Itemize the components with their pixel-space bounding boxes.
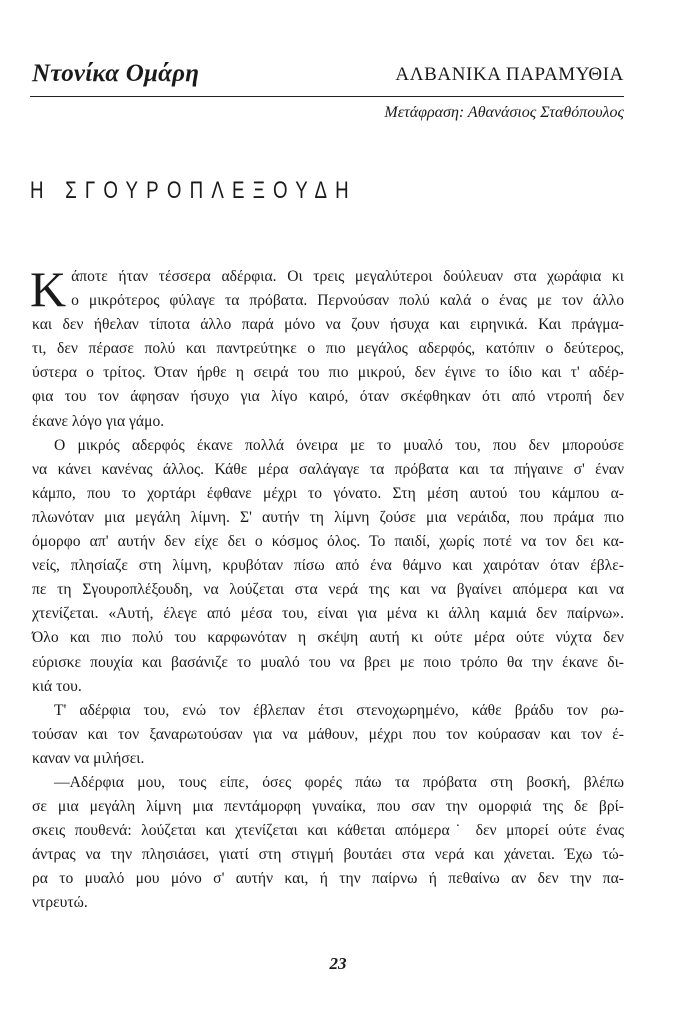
text-line: σκεις πουθενά: λούζεται και χτενίζεται και κάθεται απόμερα˙ δεν μπορεί ούτε ένας <box>32 822 624 840</box>
text-line: ρα το μυαλό μου μόνο σ' αυτήν και, ή την παίρνω ή πεθαίνω αν δεν την πα- <box>32 870 624 888</box>
text-line: κιά του. <box>32 677 82 695</box>
text-line: χτενίζεται. «Αυτή, έλεγε από μέσα του, είναι για μένα κι άλλη καμιά δεν παίρνω». <box>32 605 624 623</box>
text-line: Τ' αδέρφια του, ενώ τον έβλεπαν έτσι στενοχωρημένο, κάθε βράδυ τον ρω- <box>54 701 624 719</box>
text-line: να κάνει κανένας άλλος. Κάθε μέρα σαλάγαγε τα πρόβατα και τα πήγαινε σ' έναν <box>32 460 624 478</box>
text-line: όμορφο απ' αυτήν δεν είχε δει ο κόσμος όλος. Το παιδί, χωρίς ποτέ να τον δει κα- <box>32 533 624 551</box>
text-line: Ο μικρός αδερφός έκανε πολλά όνειρα με το μυαλό του, που δεν μπορούσε <box>54 436 624 454</box>
text-line: και δεν ήθελαν τίποτα άλλο παρά μόνο να ζουν ήσυχα και ειρηνικά. Και πράγμα- <box>32 316 624 334</box>
text-line: πε τη Σγουροπλέξουδη, να λούζεται στα νερά της και να βγαίνει απόμερα και να <box>32 581 624 599</box>
text-line: καναν να μιλήσει. <box>32 749 145 767</box>
text-line: ύστερα ο τρίτος. Όταν ήρθε η σειρά του πιο μικρού, δεν έγινε το ίδιο και τ' αδέρ- <box>32 364 624 382</box>
header-rule <box>30 96 624 97</box>
text-line: —Αδέρφια μου, τους είπε, όσες φορές πάω τα πρόβατα στη βοσκή, βλέπω <box>54 773 624 791</box>
text-line: τούσαν και τον ξαναρωτούσαν για να μάθουν, μέχρι που τον κούρασαν και τον έ- <box>32 725 624 743</box>
page-number: 23 <box>329 954 347 973</box>
series-title: ΑΛΒΑΝΙΚΑ ΠΑΡΑΜΥΘΙΑ <box>395 64 624 85</box>
text-line: έκανε λόγο για γάμο. <box>32 412 165 430</box>
text-line: φια του τον άφησαν ήσυχο για λίγο καιρό, όταν σκέφθηκαν ότι από ντροπή δεν <box>32 388 624 406</box>
text-line: νείς, πλησίαζε στη λίμνη, κρυβόταν πίσω από ένα θάμνο και χαιρόταν όταν έβλε- <box>32 557 624 575</box>
paragraph-4 <box>32 771 624 916</box>
drop-cap: Κ <box>30 261 67 317</box>
text-line: άποτε ήταν τέσσερα αδέρφια. Οι τρεις μεγαλύτεροι δούλευαν στα χωράφια κι <box>71 268 624 285</box>
author-name: Ντονίκα Ομάρη <box>32 60 200 87</box>
text-line: ο μικρότερος φύλαγε τα πρόβατα. Περνούσαν πολύ καλά ο ένας με τον άλλο <box>71 292 624 310</box>
text-line: σε μια μεγάλη λίμνη μια πεντάμορφη γυναίκα, που σαν την ομορφιά της δε βρί- <box>32 798 624 816</box>
story-body <box>30 261 624 916</box>
paragraph-2 <box>32 434 624 699</box>
paragraph-1 <box>30 261 624 434</box>
story-title: Η ΣΓΟΥΡΟΠΛΕΞΟΥΔΗ <box>30 177 357 204</box>
text-line: άντρας να την πλησιάσει, γιατί στη στιγμή βουτάει στα νερά και χάνεται. Έχω τώ- <box>32 846 624 864</box>
text-line: εύρισκε πουχία και βασάνιζε το μυαλό του να βρει με ποιο τρόπο θα την έκανε δι- <box>32 653 624 671</box>
text-line: Όλο και πιο πολύ του καρφωνόταν η σκέψη αυτή κι ούτε μέρα ούτε νύχτα δεν <box>32 629 624 647</box>
text-line: τι, δεν πέρασε πολύ και παντρεύτηκε ο πιο μεγάλος αδερφός, κατόπιν ο δεύτερος, <box>32 340 624 358</box>
translator-credit: Μετάφραση: Αθανάσιος Σταθόπουλος <box>384 104 624 121</box>
text-line: πλωνόταν μια μεγάλη λίμνη. Σ' αυτήν τη λίμνη ζούσε μια νεράιδα, που πράμα πιο <box>32 508 624 526</box>
text-line: ντρευτώ. <box>32 894 88 912</box>
paragraph-3 <box>32 699 624 771</box>
text-line: κάμπο, που το χορτάρι έφθανε μέχρι το γόνατο. Στη μέση αυτού του κάμπου α- <box>32 484 624 502</box>
